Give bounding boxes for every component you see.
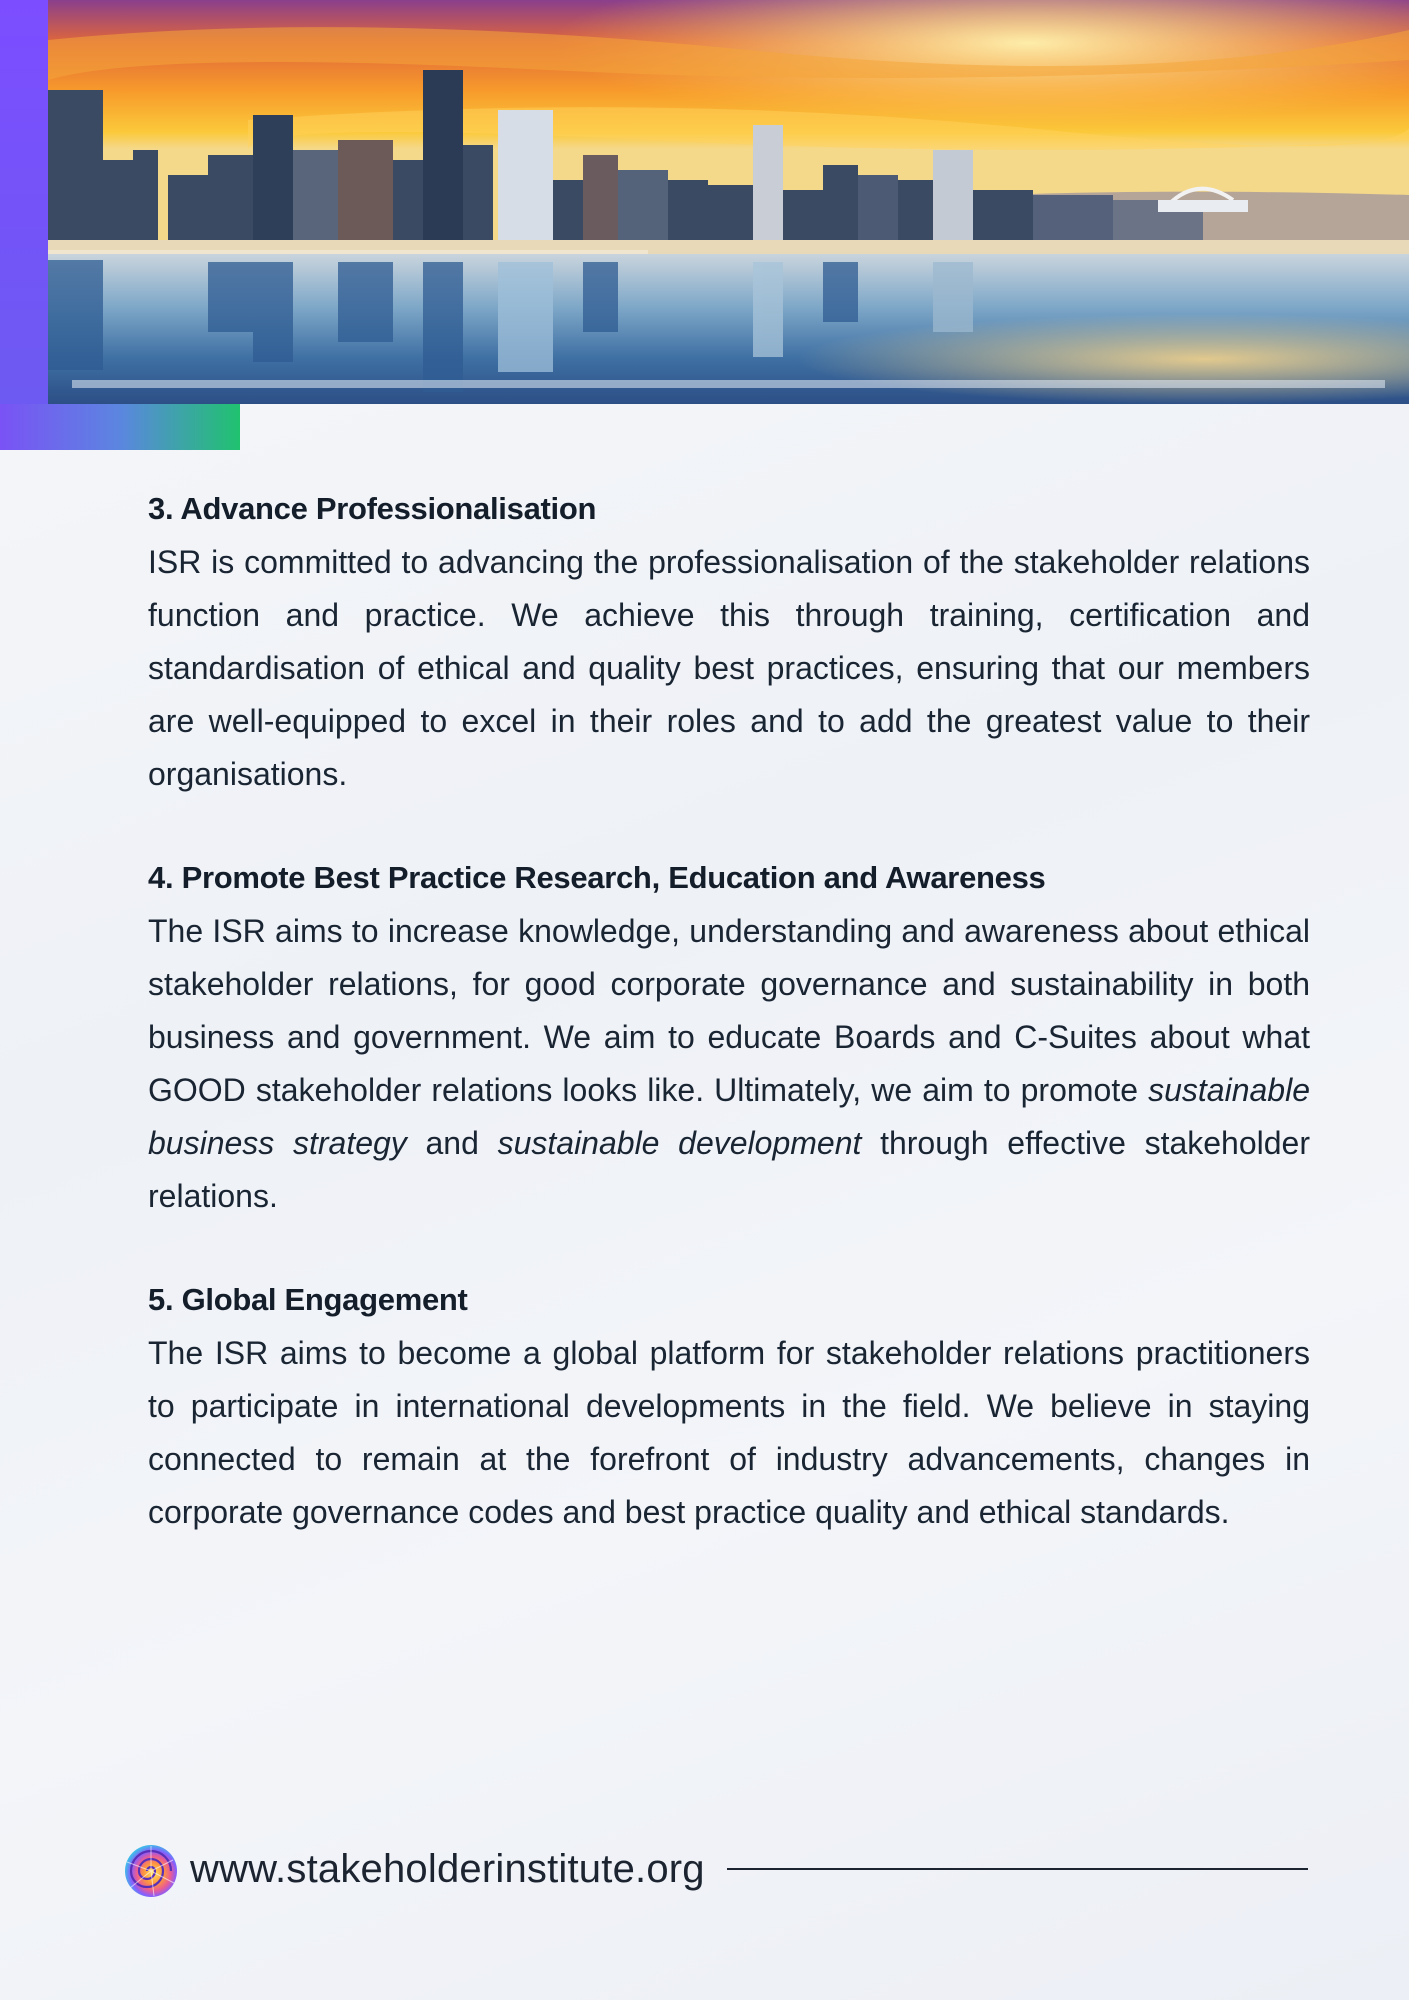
section-body: The ISR aims to become a global platform for stakeholder relations practitioners to participate in international developments in the field. We believe in staying connected to remain at the forefront of industry advancements, changes in corporate governance codes and best practice quality and ethical standards. — [148, 1335, 1310, 1530]
body-text: through effective stakeholder relations. — [148, 1125, 1311, 1214]
footer-divider-line — [727, 1868, 1308, 1870]
nautilus-spiral-logo-icon — [118, 1838, 180, 1900]
section-heading: 4. Promote Best Practice Research, Education and Awareness — [148, 860, 1046, 895]
section-body — [148, 905, 1310, 1223]
section-heading: 3. Advance Professionalisation — [148, 491, 597, 526]
website-url[interactable]: www.stakeholderinstitute.org — [190, 1846, 705, 1891]
section-promote-best-practice — [148, 857, 1310, 1223]
accent-bar-gradient — [0, 404, 240, 450]
accent-bar-left — [0, 0, 48, 450]
hero-skyline-image — [48, 0, 1409, 404]
emphasis-text: sustainable development — [497, 1125, 862, 1161]
body-text: The ISR aims to increase knowledge, understanding and awareness about ethical stakeholder relations, for good corporate governance and sustainability in both business and government. We aim to educate Boards and C-Suites about what GOOD stakeholder relations looks like. Ultimately, we aim to promote — [148, 913, 1310, 1108]
section-heading: 5. Global Engagement — [148, 1282, 468, 1317]
main-content — [148, 488, 1310, 1595]
footer — [118, 1834, 1308, 1904]
section-global-engagement — [148, 1279, 1310, 1539]
skyline-photo-icon — [48, 0, 1409, 404]
section-advance-professionalisation — [148, 488, 1310, 801]
body-text: and — [406, 1125, 498, 1161]
emphasis-text: sustainable business strategy — [148, 1072, 1310, 1161]
section-body: ISR is committed to advancing the professionalisation of the stakeholder relations function and practice. We achieve this through training, certification and standardisation of ethical and quality best practices, ensuring that our members are well-equipped to excel in their roles and to add the greatest value to their organisations. — [148, 544, 1310, 792]
